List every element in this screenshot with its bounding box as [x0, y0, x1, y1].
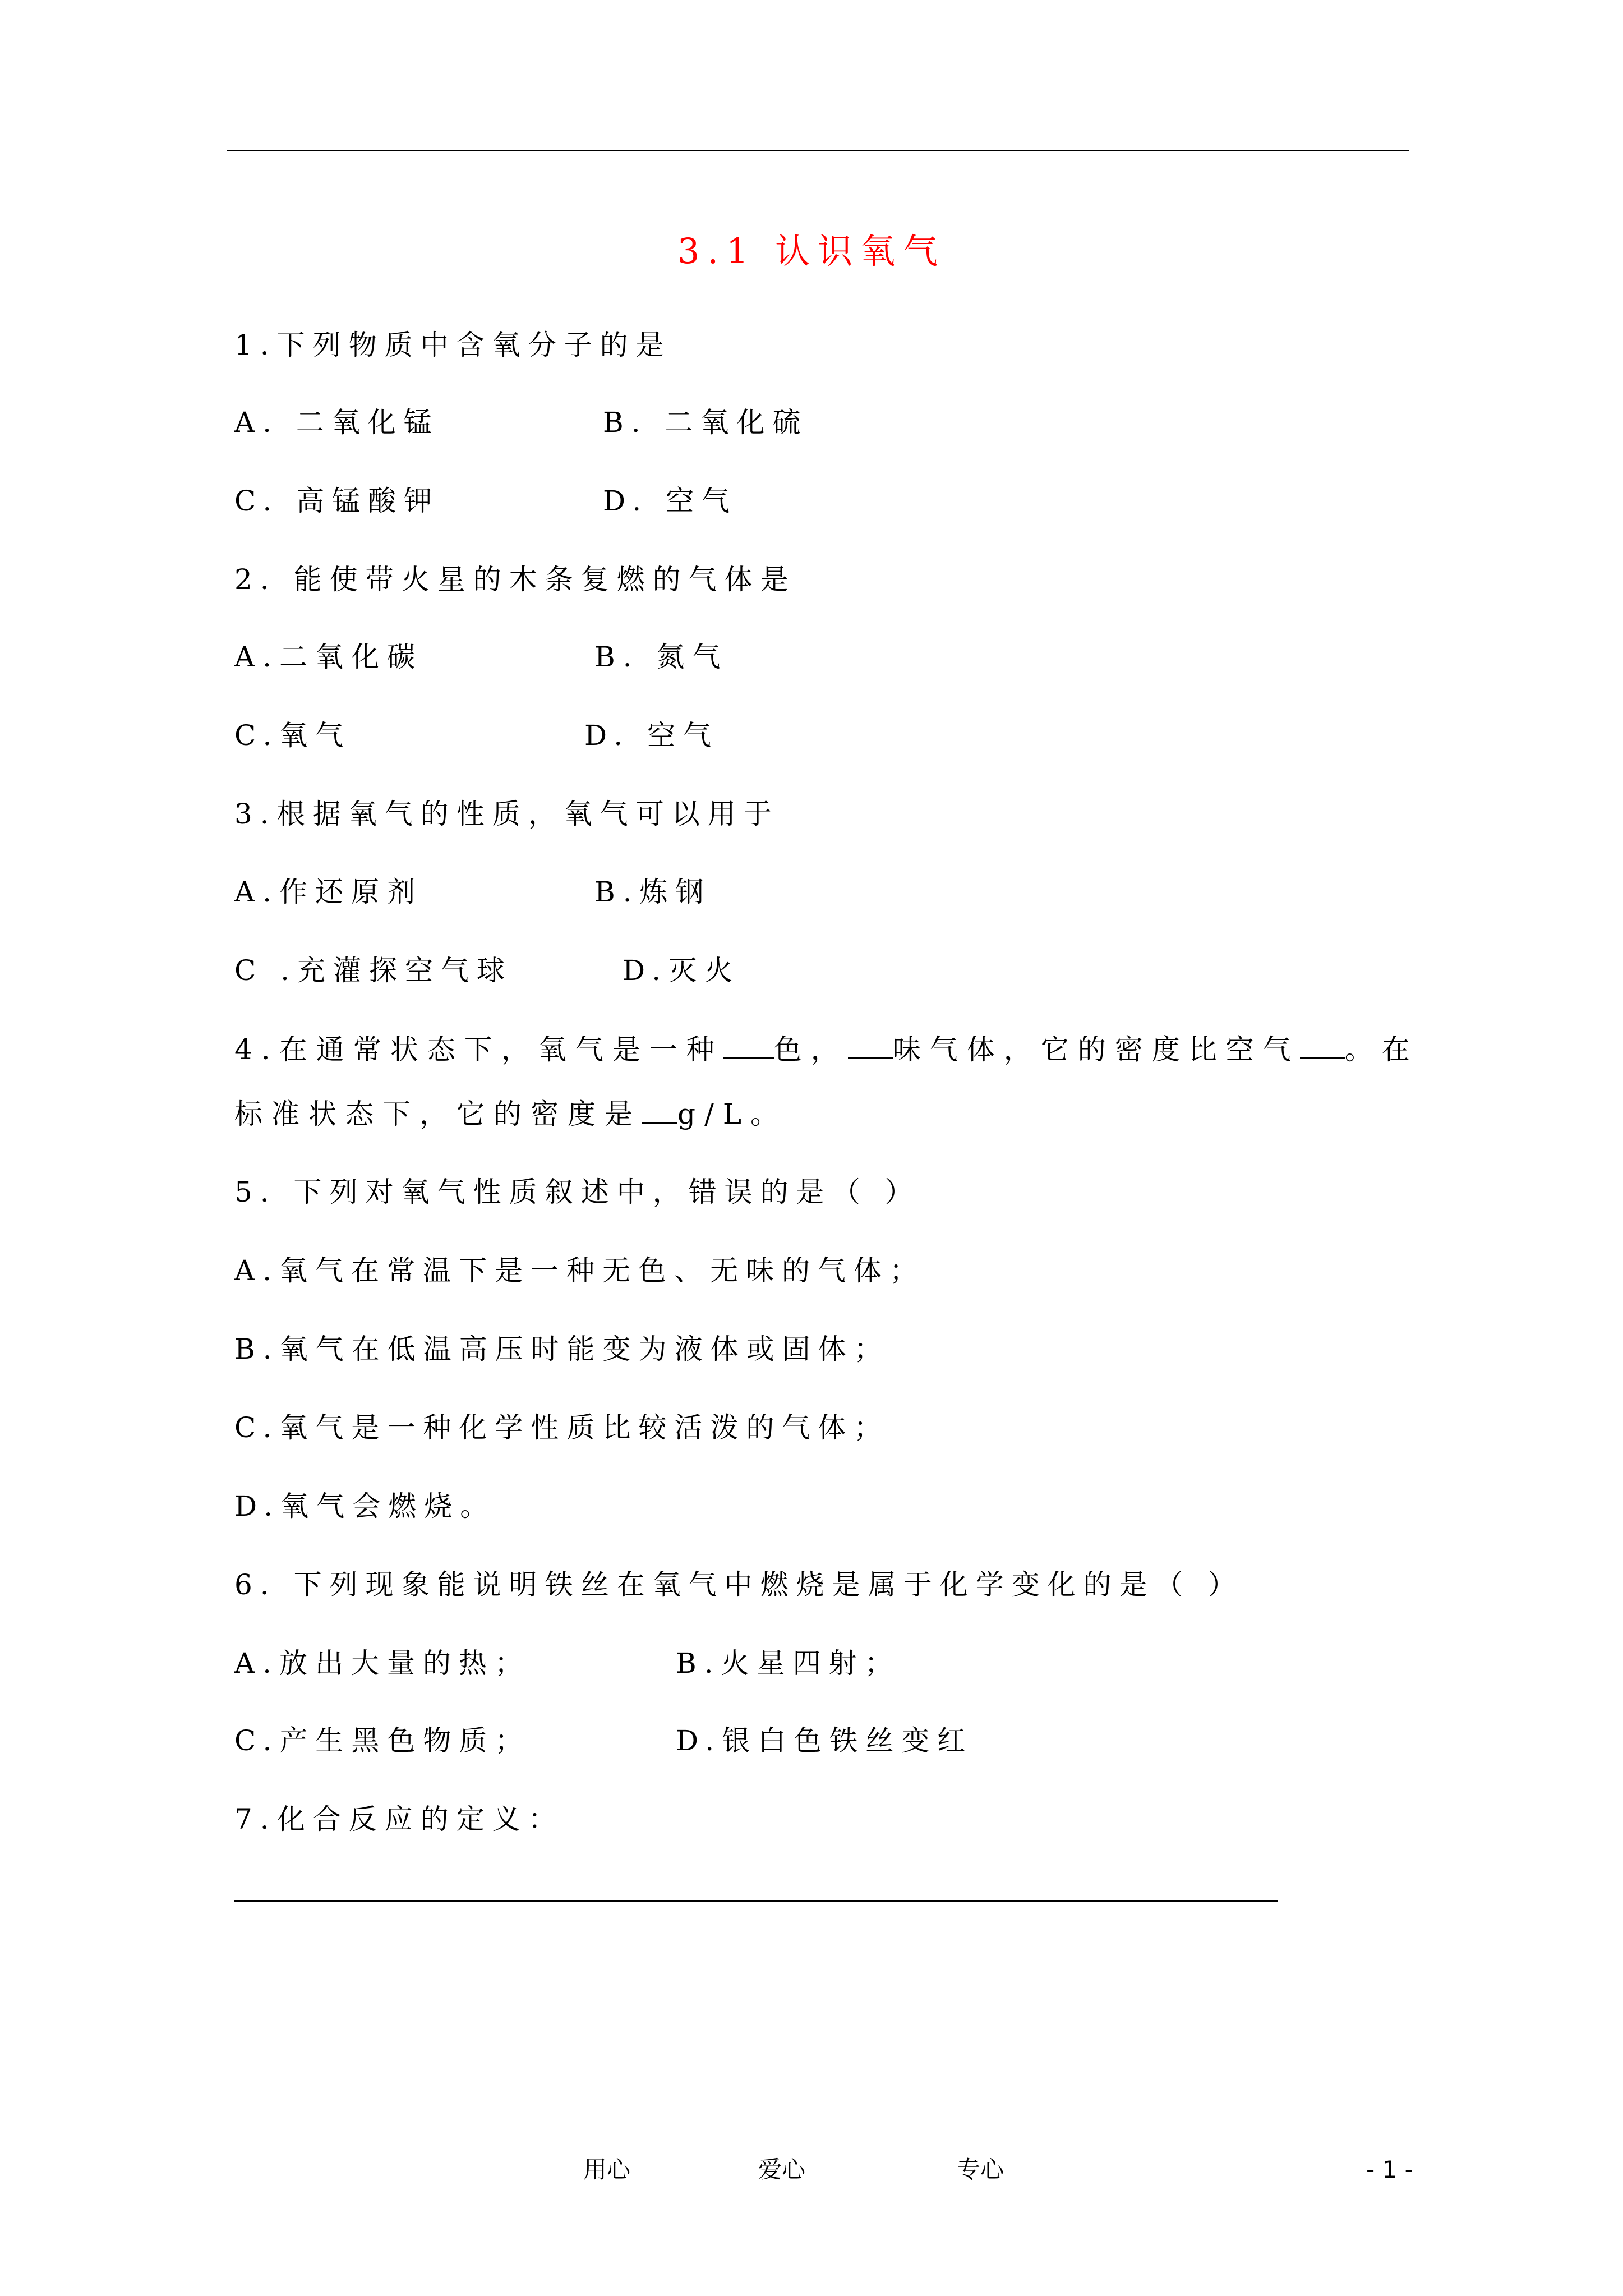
- question-2-option-b: B. 氮气: [594, 641, 728, 673]
- footer-text-1: 用心: [583, 2156, 631, 2183]
- blank-density-compare[interactable]: [1300, 1029, 1345, 1059]
- question-4-text-5: 标准状态下，它的密度是: [234, 1098, 642, 1130]
- question-5-option-a: A.氧气在常温下是一种无色、无味的气体；: [234, 1254, 926, 1287]
- question-4-line-1: [234, 1029, 1419, 1069]
- question-6-stem: 6. 下列现象能说明铁丝在氧气中燃烧是属于化学变化的是（ ）: [234, 1568, 1244, 1601]
- question-2-stem: 2. 能使带火星的木条复燃的气体是: [234, 563, 796, 596]
- question-6-option-d: D.银白色铁丝变红: [676, 1724, 974, 1757]
- question-3-option-b: B.炼钢: [594, 876, 712, 908]
- question-6-option-a: A.放出大量的热；: [234, 1647, 531, 1680]
- question-3-stem: 3.根据氧气的性质，氧气可以用于: [234, 798, 780, 830]
- question-5-option-d: D.氧气会燃烧。: [234, 1490, 496, 1522]
- question-2-option-a: A.二氧化碳: [234, 641, 423, 673]
- blank-color[interactable]: [723, 1029, 774, 1059]
- question-7-stem: 7.化合反应的定义：: [234, 1803, 564, 1835]
- page-number: - 1 -: [1366, 2156, 1413, 2183]
- page-title: 3.1 认识氧气: [677, 231, 946, 272]
- question-1-option-c: C. 高锰酸钾: [234, 485, 440, 517]
- question-5-stem: 5. 下列对氧气性质叙述中，错误的是（ ）: [234, 1176, 921, 1208]
- question-4-text-4: 。在: [1344, 1033, 1419, 1066]
- question-1-stem: 1.下列物质中含氧分子的是: [234, 329, 672, 361]
- question-1-option-d: D. 空气: [603, 485, 738, 517]
- footer-text-3: 专心: [957, 2156, 1004, 2183]
- question-3-option-a: A.作还原剂: [234, 876, 423, 908]
- question-5-option-b: B.氧气在低温高压时能变为液体或固体；: [234, 1333, 890, 1365]
- question-5-option-c: C.氧气是一种化学性质比较活泼的气体；: [234, 1411, 890, 1444]
- question-4-text-3: 味气体，它的密度比空气: [892, 1033, 1300, 1066]
- header-rule: [227, 150, 1409, 151]
- answer-line[interactable]: [234, 1900, 1278, 1902]
- question-3-option-d: D.灭火: [623, 954, 741, 987]
- question-6-option-c: C.产生黑色物质；: [234, 1724, 531, 1757]
- blank-density-value[interactable]: [642, 1094, 677, 1124]
- blank-smell[interactable]: [848, 1029, 893, 1059]
- question-1-option-b: B. 二氧化硫: [603, 406, 809, 439]
- question-2-option-d: D. 空气: [584, 719, 720, 752]
- question-4-line-2: [234, 1094, 787, 1134]
- question-4-text-2: 色，: [773, 1033, 848, 1066]
- question-4-text-1: 4.在通常状态下，氧气是一种: [234, 1033, 723, 1066]
- question-2-option-c: C.氧气: [234, 719, 352, 752]
- question-4-text-6: g/L。: [677, 1098, 788, 1130]
- question-3-option-c: C .充灌探空气球: [234, 954, 513, 987]
- footer-text-2: 爱心: [758, 2156, 806, 2183]
- question-1-option-a: A. 二氧化锰: [234, 406, 440, 439]
- question-6-option-b: B.火星四射；: [676, 1647, 901, 1680]
